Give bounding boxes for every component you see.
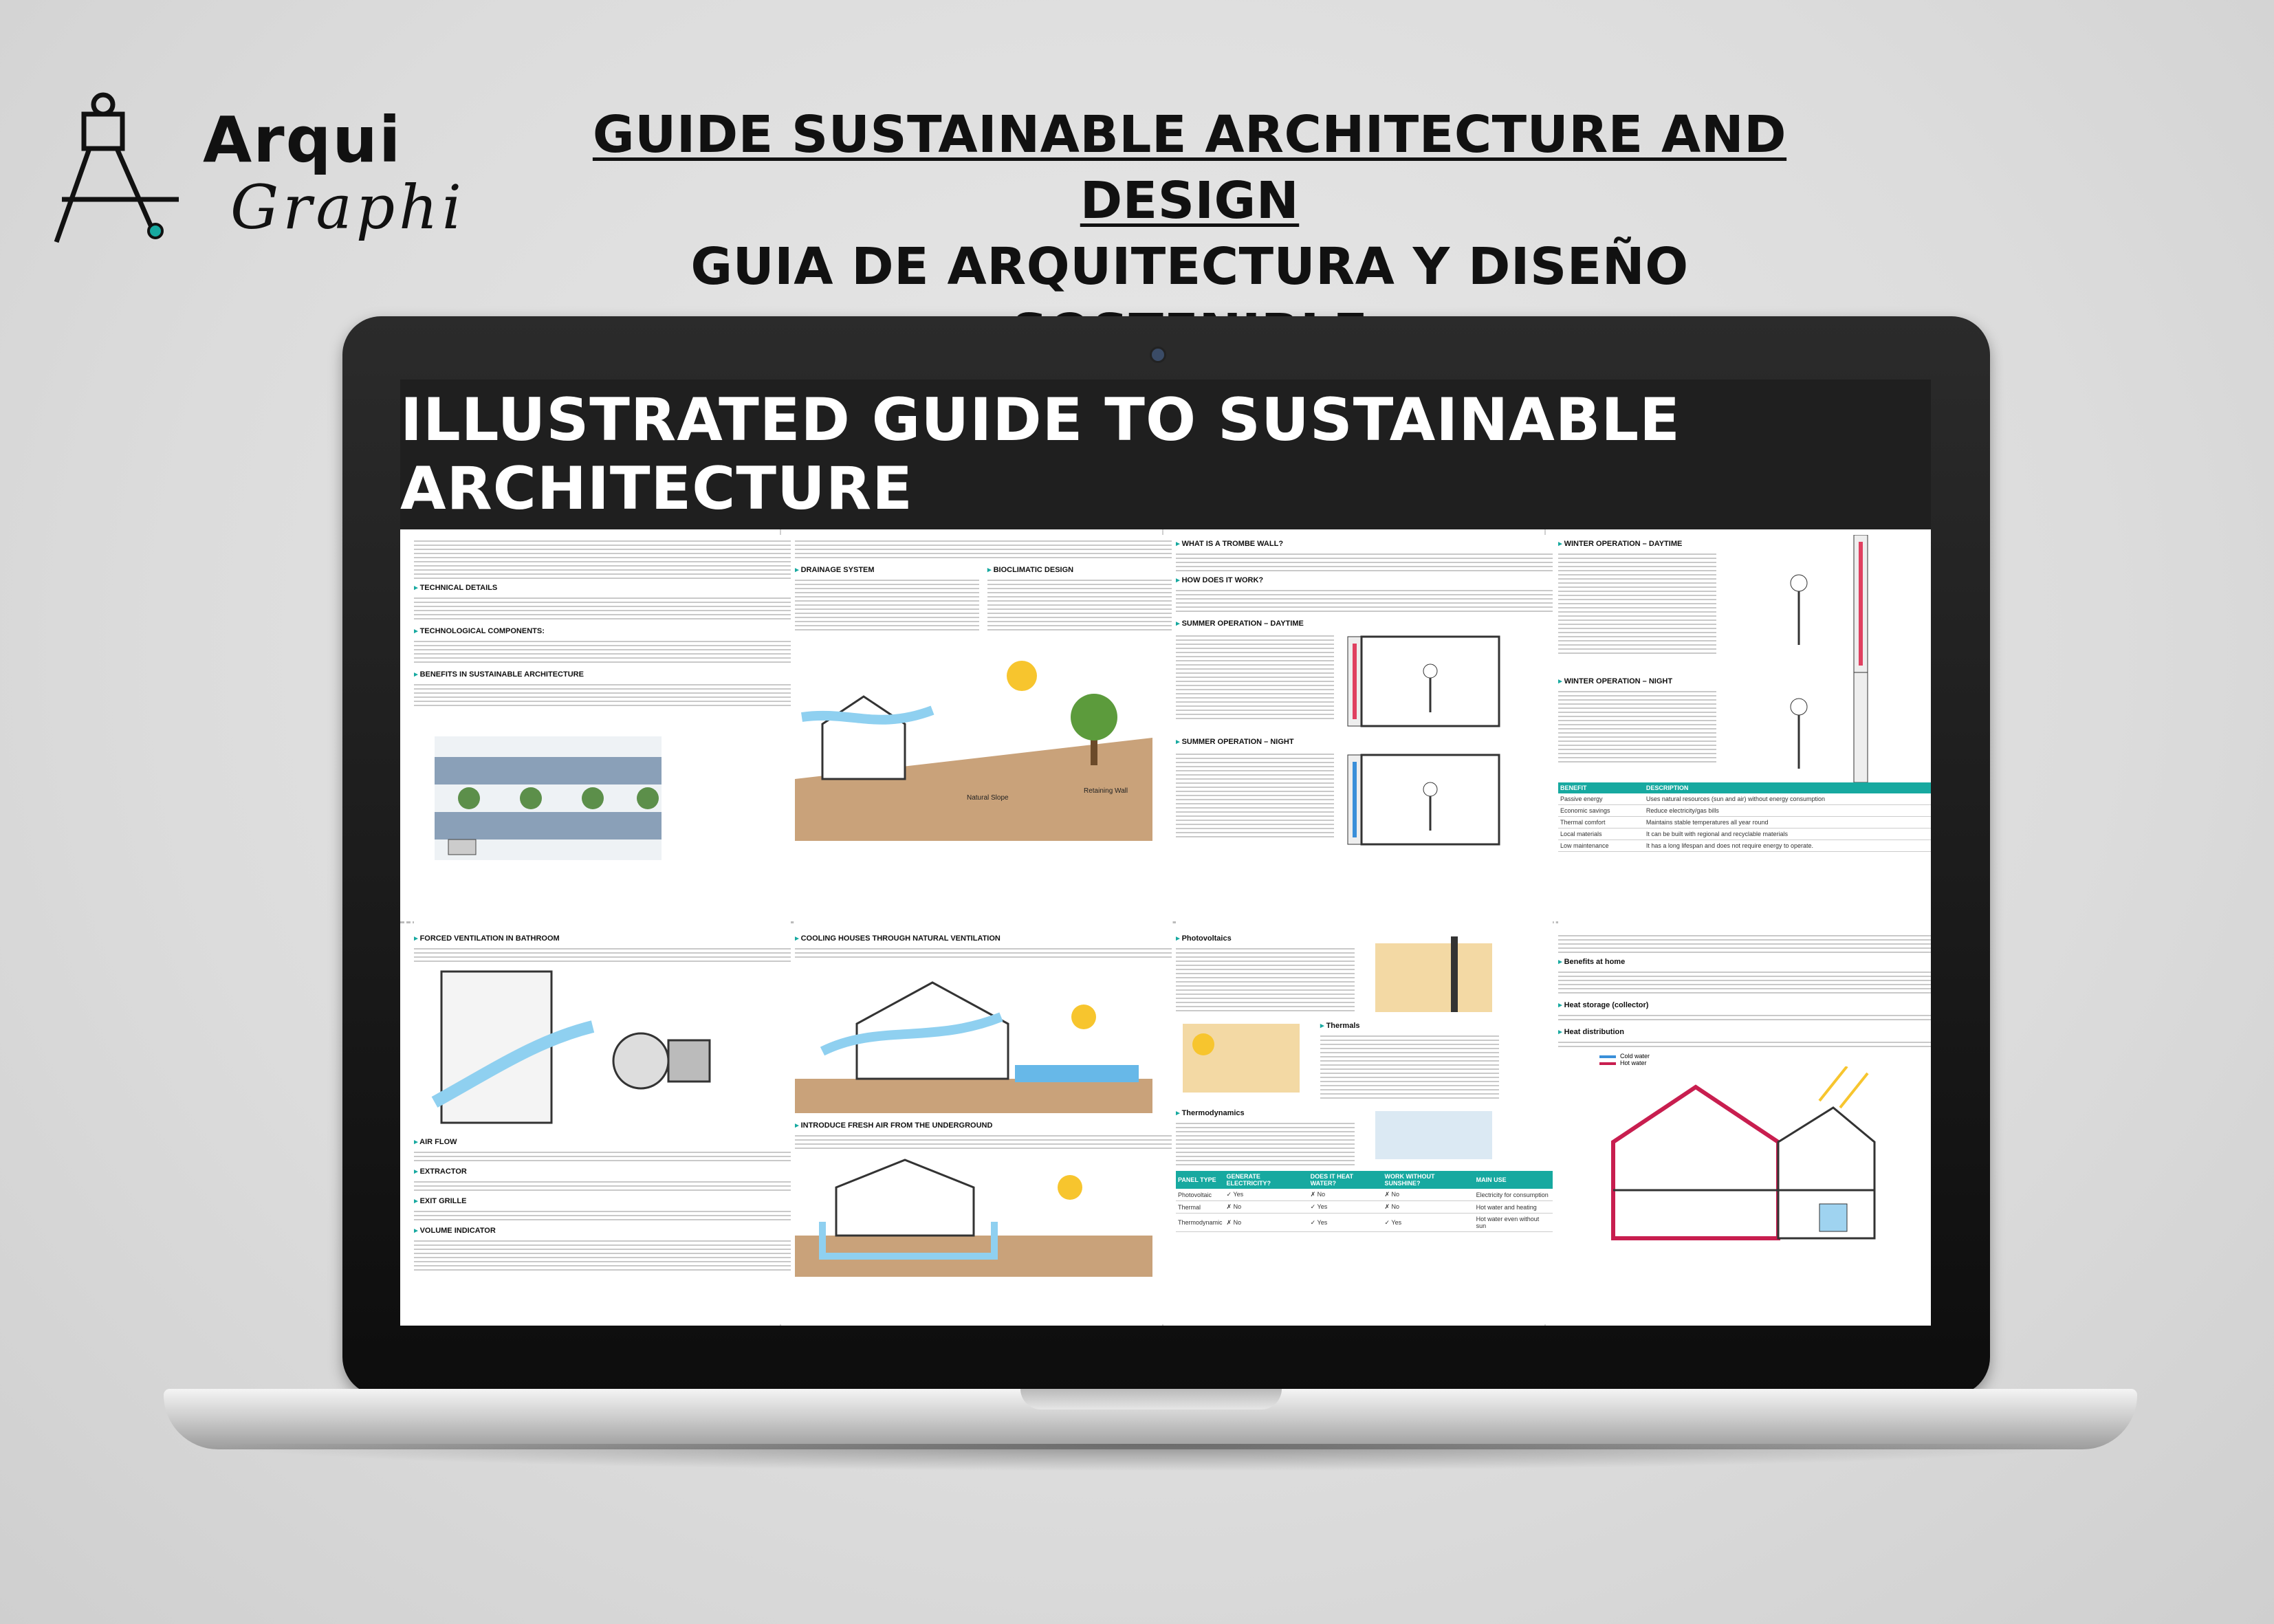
- text-block: [1558, 932, 1931, 953]
- section-heading: ▸ INTRODUCE FRESH AIR FROM THE UNDERGROUND: [795, 1121, 1172, 1130]
- trombe-winter-night-illustration: [1716, 672, 1888, 782]
- heading-english: GUIDE SUSTAINABLE ARCHITECTURE AND DESIGN: [592, 105, 1787, 230]
- compass-icon: [48, 89, 186, 254]
- table-row: [1176, 1201, 1553, 1214]
- section-heading: ▸ Heat distribution: [1558, 1027, 1931, 1036]
- laptop-shadow: [206, 1444, 2090, 1471]
- table-cell: Hot water and heating: [1474, 1201, 1553, 1214]
- label-natural-slope: Natural Slope: [967, 794, 1009, 802]
- text-block: [1558, 551, 1716, 654]
- text-block: [1558, 1012, 1931, 1023]
- table-cell: Reduce electricity/gas bills: [1644, 805, 1931, 817]
- table-cell: Low maintenance: [1558, 840, 1644, 852]
- section-heading: ▸ TECHNICAL DETAILS: [414, 583, 791, 592]
- text-block: [795, 1132, 1172, 1150]
- section-heading: ▸ EXTRACTOR: [414, 1167, 791, 1176]
- section-heading: ▸ SUMMER OPERATION – NIGHT: [1176, 737, 1553, 746]
- section-heading: ▸ Photovoltaics: [1176, 934, 1355, 943]
- section-heading: ▸ BENEFITS IN SUSTAINABLE ARCHITECTURE: [414, 670, 791, 679]
- section-heading: ▸ WINTER OPERATION – DAYTIME: [1558, 539, 1716, 548]
- benefits-table: [1558, 782, 1931, 852]
- section-heading: ▸ Thermodynamics: [1176, 1108, 1355, 1117]
- brand-word-1: Arqui: [203, 103, 402, 177]
- table-row: [1176, 1214, 1553, 1232]
- table-row: [1558, 805, 1931, 817]
- table-cell: ✓ Yes: [1383, 1214, 1474, 1232]
- table-cell: Uses natural resources (sun and air) without energy consumption: [1644, 793, 1931, 805]
- heading-spanish: GUIA DE ARQUITECTURA Y DISEÑO: [690, 237, 1689, 296]
- camera-icon: [1150, 347, 1166, 363]
- screen-banner: [400, 380, 1931, 529]
- table-cell: ✓ Yes: [1309, 1214, 1383, 1232]
- table-row: [1176, 1189, 1553, 1201]
- bathroom-ventilation-illustration: [414, 965, 758, 1130]
- section-heading: ▸ EXIT GRILLE: [414, 1196, 791, 1205]
- text-block: [414, 538, 791, 579]
- table-cell: Economic savings: [1558, 805, 1644, 817]
- section-heading: ▸ COOLING HOUSES THROUGH NATURAL VENTILATION: [795, 934, 1172, 943]
- cooling-house-illustration: [795, 962, 1152, 1113]
- trombe-summer-day-illustration: [1334, 630, 1506, 733]
- solar-pavement-illustration: [435, 736, 662, 860]
- text-block: [414, 681, 791, 706]
- table-cell: ✗ No: [1309, 1189, 1383, 1201]
- slope-house-illustration: [795, 635, 1152, 841]
- table-cell: Photovoltaic: [1176, 1189, 1225, 1201]
- table-cell: Thermal: [1176, 1201, 1225, 1214]
- page-2: [795, 535, 1172, 930]
- laptop-screen: [400, 380, 1931, 1326]
- panel-types-table: [1176, 1171, 1553, 1232]
- brand-word-2: Graphi: [230, 172, 466, 243]
- legend-cold-water: Cold water: [1620, 1053, 1650, 1060]
- text-block: [414, 1149, 791, 1163]
- text-block: [1320, 1033, 1499, 1101]
- section-heading: ▸ SUMMER OPERATION – DAYTIME: [1176, 619, 1553, 628]
- section-heading: ▸ FORCED VENTILATION IN BATHROOM: [414, 934, 791, 943]
- water-legend: [1599, 1053, 1931, 1066]
- text-block: [414, 1238, 791, 1272]
- section-heading: ▸ AIR FLOW: [414, 1137, 791, 1146]
- brand-logo: [48, 89, 466, 268]
- table-cell: ✓ Yes: [1225, 1189, 1309, 1201]
- page-1: [414, 535, 791, 930]
- text-block: [414, 1178, 791, 1192]
- underground-air-illustration: [795, 1153, 1152, 1277]
- table-header: DOES IT HEAT WATER?: [1309, 1171, 1383, 1189]
- table-row: [1558, 793, 1931, 805]
- section-heading: ▸ Thermals: [1320, 1021, 1499, 1030]
- section-heading: ▸ WHAT IS A TROMBE WALL?: [1176, 539, 1553, 548]
- photovoltaic-illustration: [1362, 930, 1499, 1012]
- section-heading: ▸ DRAINAGE SYSTEM: [795, 565, 979, 574]
- section-heading: ▸ Heat storage (collector): [1558, 1000, 1931, 1009]
- table-cell: It can be built with regional and recyclable materials: [1644, 829, 1931, 840]
- text-block: [795, 945, 1172, 959]
- section-heading: ▸ TECHNOLOGICAL COMPONENTS:: [414, 626, 791, 635]
- table-header: GENERATE ELECTRICITY?: [1225, 1171, 1309, 1189]
- text-block: [414, 945, 791, 962]
- banner-title: ILLUSTRATED GUIDE TO SUSTAINABLE ARCHITECTURE: [400, 386, 1681, 523]
- thermodynamic-illustration: [1362, 1104, 1499, 1166]
- text-block: [414, 638, 791, 666]
- section-heading: ▸ Benefits at home: [1558, 957, 1931, 966]
- text-block: [795, 538, 1172, 558]
- text-block: [1176, 751, 1334, 840]
- text-block: [1176, 551, 1553, 571]
- text-block: [414, 1208, 791, 1222]
- page-6: [795, 930, 1172, 1324]
- text-block: [1176, 1120, 1355, 1168]
- text-block: [1176, 945, 1355, 1014]
- page-5: [414, 930, 791, 1324]
- table-cell: It has a long lifespan and does not require energy to operate.: [1644, 840, 1931, 852]
- label-retaining-wall: Retaining Wall: [1084, 787, 1128, 795]
- section-heading: ▸ BIOCLIMATIC DESIGN: [987, 565, 1172, 574]
- legend-swatch-hot: [1599, 1062, 1616, 1065]
- text-block: [795, 577, 979, 632]
- text-block: [1558, 1039, 1931, 1050]
- house-heating-illustration: [1558, 1066, 1902, 1245]
- table-cell: ✗ No: [1383, 1201, 1474, 1214]
- text-block: [1558, 688, 1716, 764]
- table-cell: Local materials: [1558, 829, 1644, 840]
- table-cell: Thermodynamic: [1176, 1214, 1225, 1232]
- table-header: MAIN USE: [1474, 1171, 1553, 1189]
- legend-hot-water: Hot water: [1620, 1060, 1647, 1066]
- table-row: [1558, 840, 1931, 852]
- text-block: [1176, 633, 1334, 722]
- table-cell: ✗ No: [1225, 1201, 1309, 1214]
- section-heading: ▸ VOLUME INDICATOR: [414, 1226, 791, 1235]
- table-row: [1558, 829, 1931, 840]
- table-row: [1558, 817, 1931, 829]
- table-header: BENEFIT: [1558, 782, 1644, 793]
- page-7: [1176, 930, 1553, 1324]
- text-block: [1558, 969, 1931, 996]
- text-block: [987, 577, 1172, 632]
- table-cell: Thermal comfort: [1558, 817, 1644, 829]
- table-header: PANEL TYPE: [1176, 1171, 1225, 1189]
- page-4: [1558, 535, 1931, 930]
- table-cell: Passive energy: [1558, 793, 1644, 805]
- section-heading: ▸ HOW DOES IT WORK?: [1176, 575, 1553, 584]
- section-heading: ▸ WINTER OPERATION – NIGHT: [1558, 677, 1716, 685]
- trombe-summer-night-illustration: [1334, 748, 1506, 851]
- table-cell: Electricity for consumption: [1474, 1189, 1553, 1201]
- page-8: [1558, 930, 1931, 1324]
- text-block: [1176, 587, 1553, 615]
- table-header: WORK WITHOUT SUNSHINE?: [1383, 1171, 1474, 1189]
- table-header: DESCRIPTION: [1644, 782, 1931, 793]
- laptop-notch: [1020, 1389, 1282, 1409]
- thermal-illustration: [1176, 1017, 1313, 1099]
- page-3: [1176, 535, 1553, 930]
- legend-swatch-cold: [1599, 1055, 1616, 1058]
- table-cell: ✗ No: [1225, 1214, 1309, 1232]
- table-cell: Hot water even without sun: [1474, 1214, 1553, 1232]
- table-cell: ✓ Yes: [1309, 1201, 1383, 1214]
- trombe-winter-day-illustration: [1716, 535, 1888, 672]
- table-cell: ✗ No: [1383, 1189, 1474, 1201]
- table-cell: Maintains stable temperatures all year round: [1644, 817, 1931, 829]
- text-block: [414, 595, 791, 622]
